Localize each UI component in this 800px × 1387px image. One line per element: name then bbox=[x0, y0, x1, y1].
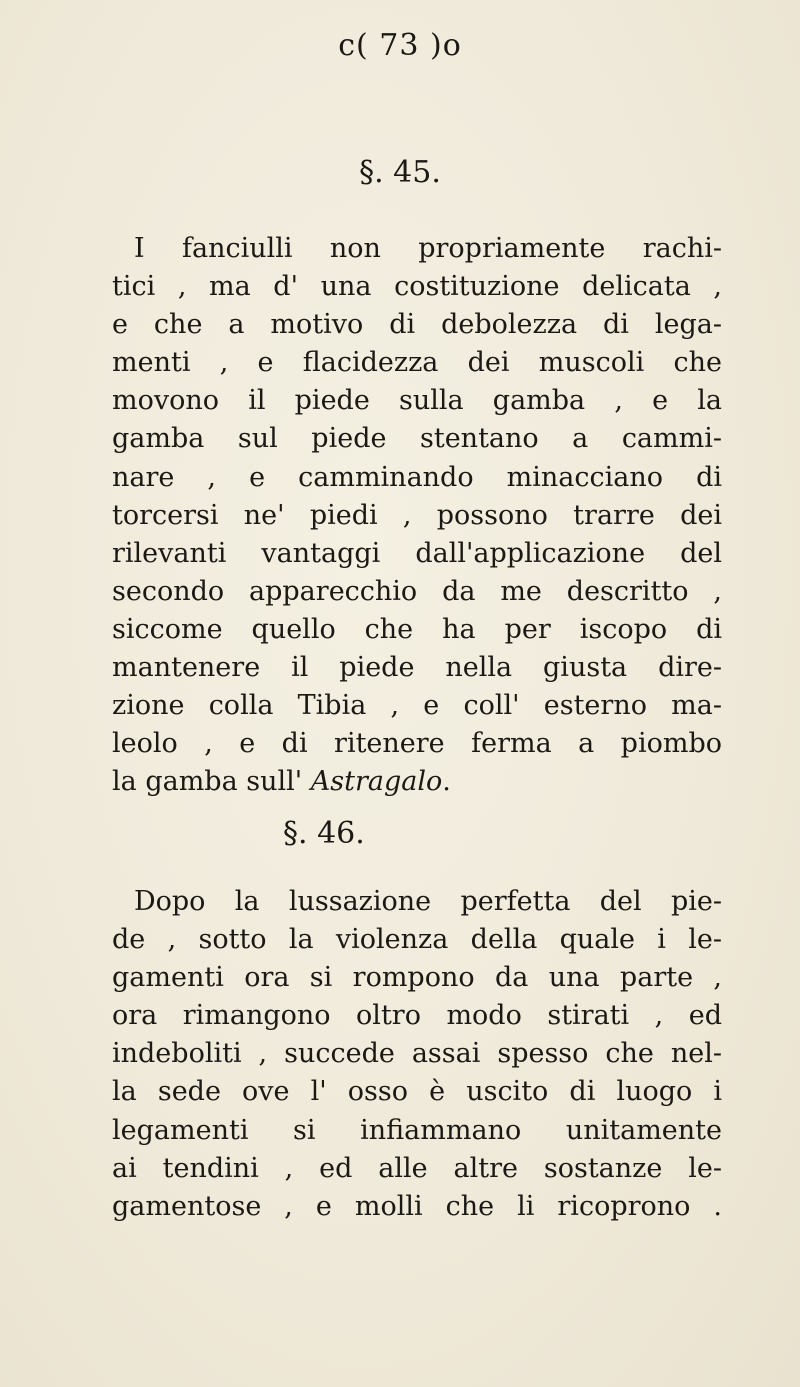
text-line: gamentose , e molli che li ricoprono . bbox=[112, 1190, 722, 1222]
paragraph-section-46 bbox=[112, 883, 722, 1226]
text-line: menti , e flacidezza dei muscoli che bbox=[112, 347, 722, 379]
text-line: gamenti ora si rompono da una parte , bbox=[112, 962, 722, 994]
text-line: legamenti si infiammano unitamente bbox=[112, 1114, 722, 1146]
text-line: ora rimangono oltro modo stirati , ed bbox=[112, 1000, 722, 1032]
text-run: . bbox=[442, 766, 451, 798]
section-heading-46: §. 46. bbox=[283, 816, 365, 851]
text-line: siccome quello che ha per iscopo di bbox=[112, 613, 722, 645]
italic-term-astragalo: Astragalo bbox=[310, 766, 443, 798]
text-line: gamba sul piede stentano a cammi- bbox=[112, 423, 722, 455]
text-line: leolo , e di ritenere ferma a piombo bbox=[112, 728, 722, 760]
section-heading-45: §. 45. bbox=[359, 155, 441, 190]
text-line: nare , e camminando minacciano di bbox=[112, 461, 722, 493]
text-line: ai tendini , ed alle altre sostanze le- bbox=[112, 1152, 722, 1184]
running-head-page-number: c( 73 )o bbox=[338, 28, 462, 63]
text-line: la sede ove l' osso è uscito di luogo i bbox=[112, 1076, 722, 1108]
text-line: zione colla Tibia , e coll' esterno ma- bbox=[112, 690, 722, 722]
text-line: tici , ma d' una costituzione delicata , bbox=[112, 271, 722, 303]
text-line: indeboliti , succede assai spesso che nel- bbox=[112, 1038, 722, 1070]
text-line-last bbox=[112, 763, 722, 801]
text-line: e che a motivo di debolezza di lega- bbox=[112, 309, 722, 341]
text-line: I fanciulli non propriamente rachi- bbox=[134, 233, 722, 264]
text-line: movono il piede sulla gamba , e la bbox=[112, 385, 722, 417]
text-line: Dopo la lussazione perfetta del pie- bbox=[134, 886, 722, 917]
text-run: la gamba sull' bbox=[112, 766, 311, 798]
text-line: secondo apparecchio da me descritto , bbox=[112, 575, 722, 607]
text-line: de , sotto la violenza della quale i le- bbox=[112, 924, 722, 956]
text-line: torcersi ne' piedi , possono trarre dei bbox=[112, 499, 722, 531]
text-line: mantenere il piede nella giusta dire- bbox=[112, 652, 722, 684]
text-line: rilevanti vantaggi dall'applicazione del bbox=[112, 537, 722, 569]
paragraph-section-45 bbox=[112, 230, 722, 801]
